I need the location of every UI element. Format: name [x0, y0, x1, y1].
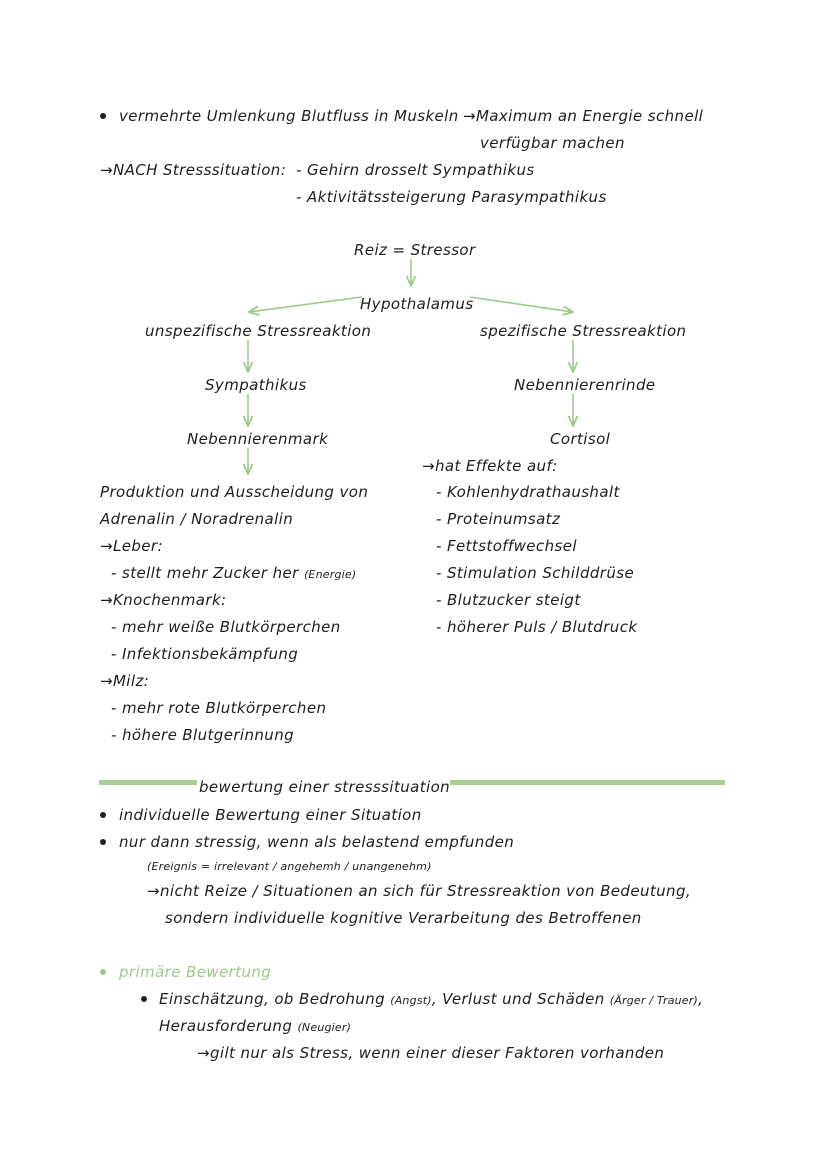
leber-effect: - stellt mehr Zucker her (Energie)	[111, 564, 357, 582]
section-bullet-2: nur dann stressig, wenn als belastend empfunden	[119, 833, 515, 851]
cortisol-effect: - Blutzucker steigt	[436, 591, 581, 609]
hypothalamus-node: Hypothalamus	[360, 295, 474, 313]
produktion-line-2: Adrenalin / Noradrenalin	[100, 510, 294, 528]
organ-knochenmark: →Knochenmark:	[100, 591, 227, 609]
primary-evaluation-line-2: Herausforderung (Neugier)	[159, 1017, 352, 1035]
intro-bullet-1: vermehrte Umlenkung Blutfluss in Muskeln	[119, 107, 459, 125]
knochenmark-effect: - mehr weiße Blutkörperchen	[111, 618, 341, 636]
primary-evaluation-result: →gilt nur als Stress, wenn einer dieser Faktoren vorhanden	[197, 1044, 665, 1062]
primary-evaluation-title: primäre Bewertung	[119, 963, 272, 981]
primary-evaluation-line-1: Einschätzung, ob Bedrohung (Angst), Verlust und Schäden (Ärger / Trauer),	[159, 990, 704, 1008]
bullet-dot	[100, 839, 106, 845]
organ-leber: →Leber:	[100, 537, 163, 555]
bullet-dot	[100, 812, 106, 818]
cortisol-effect: - Stimulation Schilddrüse	[436, 564, 635, 582]
section-bullet-1: individuelle Bewertung einer Situation	[119, 806, 422, 824]
section-conclusion-2: sondern individuelle kognitive Verarbeitung des Betroffenen	[165, 909, 642, 927]
section-heading: bewertung einer stresssituation	[199, 778, 451, 796]
after-stress-item: - Gehirn drosselt Sympathikus	[296, 161, 535, 179]
cortisol-effect: - Kohlenhydrathaushalt	[436, 483, 620, 501]
bullet-dot	[100, 969, 106, 975]
heading-bar-left	[99, 780, 197, 785]
produktion-line-1: Produktion und Ausscheidung von	[100, 483, 369, 501]
after-stress-item: - Aktivitätssteigerung Parasympathikus	[296, 188, 607, 206]
section-bullet-2-note: (Ereignis = irrelevant / angehemh / unangenehm)	[147, 860, 432, 873]
cortisol-effects-label: →hat Effekte auf:	[422, 457, 558, 475]
sympathikus-node: Sympathikus	[205, 376, 307, 394]
nebennierenrinde-node: Nebennierenrinde	[514, 376, 656, 394]
cortisol-effect: - Fettstoffwechsel	[436, 537, 577, 555]
cortisol-effect: - Proteinumsatz	[436, 510, 561, 528]
intro-bullet-1-result: →Maximum an Energie schnell	[463, 107, 704, 125]
specific-reaction-node: spezifische Stressreaktion	[480, 322, 687, 340]
cortisol-node: Cortisol	[550, 430, 611, 448]
arrow-hypothalamus-to-unspecific	[249, 297, 362, 312]
after-stress-label: →NACH Stresssituation:	[100, 161, 287, 179]
bullet-dot	[141, 996, 147, 1002]
arrow-hypothalamus-to-specific	[470, 297, 573, 312]
heading-bar-right	[450, 780, 725, 785]
knochenmark-effect: - Infektionsbekämpfung	[111, 645, 299, 663]
intro-bullet-1-result-cont: verfügbar machen	[480, 134, 625, 152]
stressor-node: Reiz = Stressor	[354, 241, 476, 259]
nebennierenmark-node: Nebennierenmark	[187, 430, 329, 448]
milz-effect: - höhere Blutgerinnung	[111, 726, 295, 744]
milz-effect: - mehr rote Blutkörperchen	[111, 699, 327, 717]
section-conclusion-1: →nicht Reize / Situationen an sich für Stressreaktion von Bedeutung,	[147, 882, 692, 900]
cortisol-effect: - höherer Puls / Blutdruck	[436, 618, 638, 636]
organ-milz: →Milz:	[100, 672, 150, 690]
unspecific-reaction-node: unspezifische Stressreaktion	[145, 322, 372, 340]
